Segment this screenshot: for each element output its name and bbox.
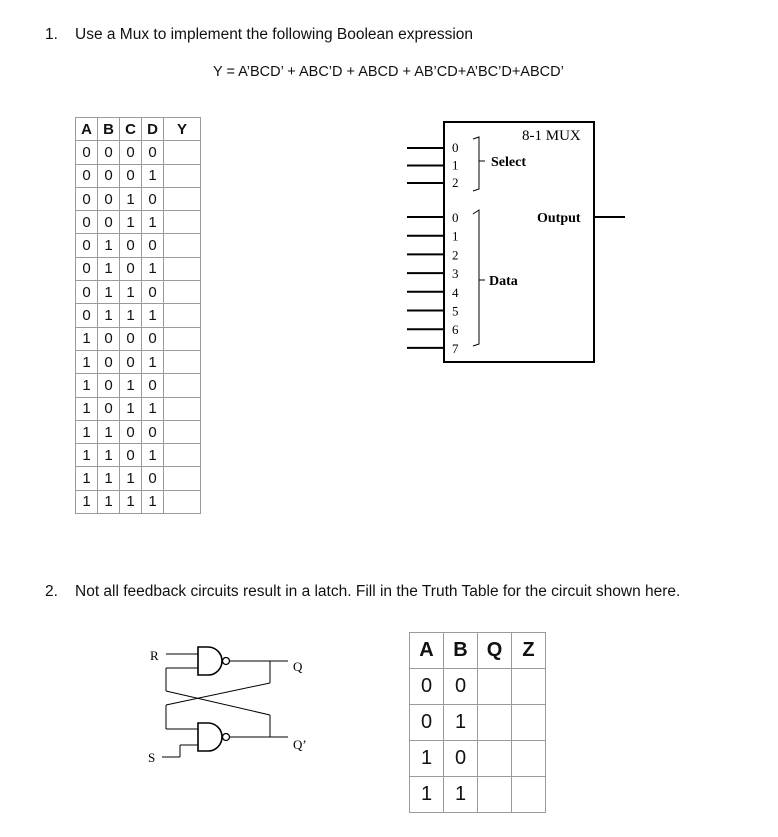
- data-input-number: 1: [452, 228, 459, 244]
- tt1-cell: 0: [98, 164, 120, 187]
- tt2-header-q: Q: [478, 633, 512, 669]
- data-input-number: 6: [452, 322, 459, 338]
- table-row: [76, 350, 201, 373]
- tt1-y-cell[interactable]: [164, 281, 201, 304]
- tt1-y-cell[interactable]: [164, 374, 201, 397]
- tt1-cell: 1: [142, 164, 164, 187]
- tt1-cell: 1: [98, 234, 120, 257]
- tt1-header-b: B: [98, 118, 120, 141]
- tt1-header-d: D: [142, 118, 164, 141]
- tt1-cell: 0: [98, 327, 120, 350]
- table-row: [76, 374, 201, 397]
- data-label: Data: [489, 274, 518, 289]
- tt1-cell: 1: [142, 304, 164, 327]
- tt1-cell: 1: [142, 211, 164, 234]
- tt2-output-cell[interactable]: [478, 777, 512, 813]
- tt1-cell: 1: [142, 397, 164, 420]
- mux-diagram: [395, 110, 630, 370]
- tt1-header-a: A: [76, 118, 98, 141]
- tt1-cell: 0: [76, 257, 98, 280]
- table-row: [410, 669, 546, 705]
- table-row: [76, 211, 201, 234]
- table-row: [76, 420, 201, 443]
- output-label: Output: [537, 211, 581, 226]
- upper-gate-bubble: [223, 658, 230, 665]
- table-row: [76, 444, 201, 467]
- tt2-cell: 1: [410, 741, 444, 777]
- tt1-cell: 1: [142, 490, 164, 513]
- tt2-cell: 1: [410, 777, 444, 813]
- truth-table-1: [75, 117, 201, 514]
- tt1-cell: 0: [98, 211, 120, 234]
- tt1-cell: 0: [76, 304, 98, 327]
- tt1-y-cell[interactable]: [164, 141, 201, 164]
- tt1-cell: 1: [76, 467, 98, 490]
- tt2-output-cell[interactable]: [512, 777, 546, 813]
- tt1-cell: 0: [120, 141, 142, 164]
- tt1-cell: 0: [142, 234, 164, 257]
- tt1-cell: 0: [98, 374, 120, 397]
- tt1-cell: 1: [142, 444, 164, 467]
- tt1-cell: 1: [76, 490, 98, 513]
- tt1-y-cell[interactable]: [164, 420, 201, 443]
- input-r-label: R: [150, 648, 159, 663]
- data-bracket: [473, 210, 479, 346]
- tt1-cell: 0: [120, 164, 142, 187]
- table-row: [76, 397, 201, 420]
- select-label: Select: [491, 155, 526, 170]
- tt1-cell: 1: [142, 257, 164, 280]
- table-row: [76, 234, 201, 257]
- mux-title: 8-1 MUX: [522, 128, 581, 144]
- tt2-output-cell[interactable]: [478, 705, 512, 741]
- tt2-header-a: A: [410, 633, 444, 669]
- output-qbar-label: Q’: [293, 737, 307, 752]
- table-row: [76, 467, 201, 490]
- tt2-header-z: Z: [512, 633, 546, 669]
- tt1-cell: 1: [120, 211, 142, 234]
- tt1-y-cell[interactable]: [164, 327, 201, 350]
- table-row: [410, 741, 546, 777]
- tt2-output-cell[interactable]: [512, 669, 546, 705]
- tt1-cell: 0: [142, 141, 164, 164]
- tt2-output-cell[interactable]: [512, 705, 546, 741]
- tt1-cell: 0: [98, 397, 120, 420]
- tt1-cell: 1: [120, 467, 142, 490]
- boolean-expression: Y = A’BCD’ + ABC’D + ABCD + AB’CD+A’BC’D+ABCD’: [213, 64, 564, 80]
- data-input-number: 0: [452, 210, 459, 225]
- input-s-label: S: [148, 750, 156, 765]
- tt1-cell: 0: [98, 187, 120, 210]
- tt1-y-cell[interactable]: [164, 397, 201, 420]
- tt2-header-b: B: [444, 633, 478, 669]
- data-input-number: 7: [452, 340, 459, 356]
- tt1-cell: 0: [142, 327, 164, 350]
- table-row: [76, 327, 201, 350]
- tt1-cell: 1: [142, 350, 164, 373]
- tt1-cell: 1: [120, 281, 142, 304]
- tt1-cell: 0: [142, 374, 164, 397]
- tt1-y-cell[interactable]: [164, 211, 201, 234]
- table-row: [76, 490, 201, 513]
- data-input-number: 2: [452, 247, 459, 263]
- table-row: [410, 777, 546, 813]
- select-input-number: 2: [452, 175, 459, 190]
- tt1-cell: 0: [142, 420, 164, 443]
- tt1-cell: 0: [76, 234, 98, 257]
- table-row: [76, 281, 201, 304]
- question-1-text: Use a Mux to implement the following Boolean expression: [75, 26, 474, 43]
- select-input-number: 1: [452, 157, 459, 173]
- tt2-output-cell[interactable]: [512, 741, 546, 777]
- tt2-cell: 1: [444, 777, 478, 813]
- tt1-cell: 1: [76, 374, 98, 397]
- tt1-cell: 0: [120, 327, 142, 350]
- tt1-cell: 1: [98, 490, 120, 513]
- data-input-number: 5: [452, 303, 459, 319]
- tt1-y-cell[interactable]: [164, 234, 201, 257]
- tt1-y-cell[interactable]: [164, 257, 201, 280]
- question-2-number: 2.: [45, 583, 58, 600]
- tt1-cell: 0: [142, 187, 164, 210]
- tt1-y-cell[interactable]: [164, 444, 201, 467]
- tt1-cell: 0: [142, 467, 164, 490]
- tt1-cell: 1: [98, 444, 120, 467]
- tt1-cell: 1: [76, 327, 98, 350]
- table-row: [76, 304, 201, 327]
- output-q-label: Q: [293, 659, 303, 674]
- tt1-cell: 0: [76, 141, 98, 164]
- truth-table-2: [409, 632, 546, 813]
- tt1-y-cell[interactable]: [164, 304, 201, 327]
- tt1-header-y: Y: [164, 118, 201, 141]
- tt1-cell: 0: [120, 234, 142, 257]
- tt1-y-cell[interactable]: [164, 187, 201, 210]
- tt2-cell: 0: [444, 741, 478, 777]
- tt2-cell: 0: [410, 705, 444, 741]
- tt1-cell: 1: [98, 304, 120, 327]
- tt1-cell: 0: [98, 141, 120, 164]
- feedback-circuit: [140, 635, 340, 775]
- tt2-cell: 0: [444, 669, 478, 705]
- tt1-cell: 0: [142, 281, 164, 304]
- upper-gate: [198, 647, 222, 675]
- select-input-lines: [407, 148, 444, 183]
- lower-gate: [198, 723, 222, 751]
- tt1-y-cell[interactable]: [164, 490, 201, 513]
- tt1-y-cell[interactable]: [164, 164, 201, 187]
- table-row: [410, 705, 546, 741]
- tt2-output-cell[interactable]: [478, 669, 512, 705]
- tt1-cell: 0: [98, 350, 120, 373]
- data-input-lines: [407, 217, 444, 348]
- question-2-text: Not all feedback circuits result in a latch. Fill in the Truth Table for the circuit shown here.: [75, 583, 681, 600]
- tt1-cell: 1: [98, 467, 120, 490]
- tt2-cell: 1: [444, 705, 478, 741]
- tt1-cell: 1: [76, 397, 98, 420]
- tt1-cell: 0: [120, 257, 142, 280]
- data-input-number: 3: [452, 266, 459, 282]
- tt1-cell: 1: [120, 490, 142, 513]
- tt1-header-c: C: [120, 118, 142, 141]
- table-row: [76, 164, 201, 187]
- tt1-cell: 1: [76, 444, 98, 467]
- tt2-output-cell[interactable]: [478, 741, 512, 777]
- tt1-cell: 0: [76, 164, 98, 187]
- tt1-cell: 0: [76, 281, 98, 304]
- table-row: [76, 187, 201, 210]
- tt1-y-cell[interactable]: [164, 350, 201, 373]
- tt1-cell: 1: [120, 187, 142, 210]
- tt1-cell: 0: [76, 187, 98, 210]
- tt1-y-cell[interactable]: [164, 467, 201, 490]
- tt1-cell: 1: [98, 420, 120, 443]
- select-bracket: [473, 137, 479, 191]
- tt1-cell: 1: [120, 397, 142, 420]
- tt1-cell: 1: [120, 304, 142, 327]
- tt1-cell: 1: [98, 257, 120, 280]
- tt1-cell: 0: [120, 444, 142, 467]
- tt2-cell: 0: [410, 669, 444, 705]
- data-input-number: 4: [452, 284, 459, 300]
- tt1-cell: 0: [120, 350, 142, 373]
- tt1-cell: 1: [120, 374, 142, 397]
- question-1-number: 1.: [45, 26, 58, 43]
- table-row: [76, 257, 201, 280]
- tt1-cell: 0: [120, 420, 142, 443]
- tt1-cell: 0: [76, 211, 98, 234]
- tt1-cell: 1: [98, 281, 120, 304]
- tt1-cell: 1: [76, 350, 98, 373]
- select-input-number: 0: [452, 140, 459, 155]
- tt1-cell: 1: [76, 420, 98, 443]
- table-row: [76, 141, 201, 164]
- lower-gate-bubble: [223, 734, 230, 741]
